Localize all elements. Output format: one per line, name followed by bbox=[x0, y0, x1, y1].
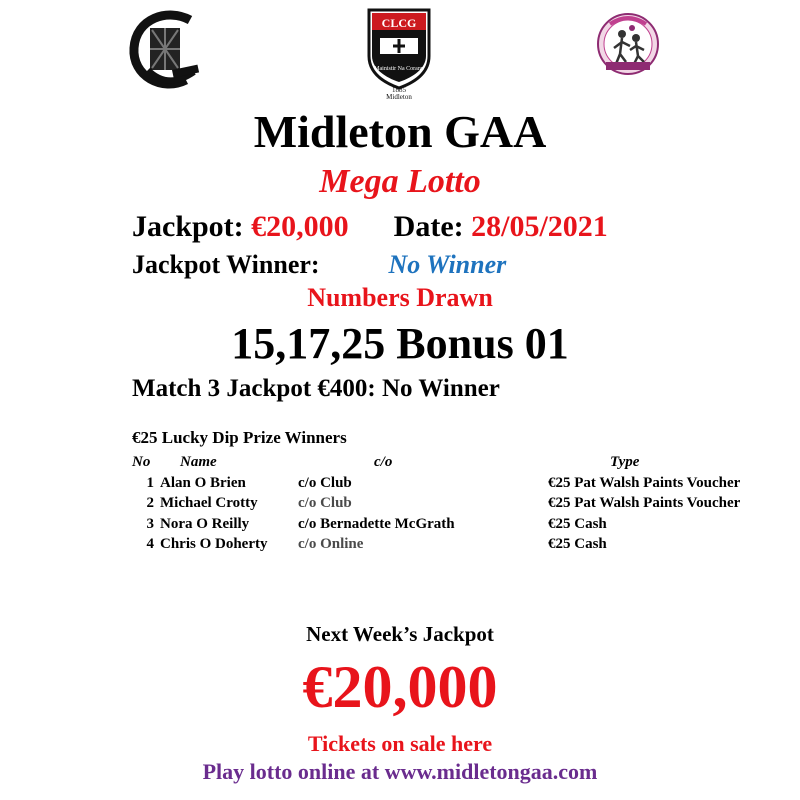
row-name: Chris O Doherty bbox=[160, 536, 268, 552]
row-co: c/o Club bbox=[298, 495, 352, 511]
row-no: 4 bbox=[146, 536, 154, 552]
header-co: c/o bbox=[374, 454, 393, 470]
crest-place: Midleton bbox=[386, 93, 412, 100]
table-row bbox=[132, 473, 790, 494]
online-link[interactable]: Play lotto online at www.midletongaa.com bbox=[202, 759, 598, 784]
tickets-on-sale: Tickets on sale here bbox=[307, 731, 493, 756]
header-no: No bbox=[132, 454, 151, 470]
jackpot-label: Jackpot: bbox=[132, 210, 244, 243]
lotto-subtitle: Mega Lotto bbox=[319, 163, 481, 200]
club-crest bbox=[366, 8, 432, 100]
match3-result: Match 3 Jackpot €400: No Winner bbox=[132, 375, 500, 402]
camogie-logo bbox=[128, 10, 204, 90]
next-week-amount: €20,000 bbox=[302, 654, 498, 720]
numbers-drawn-heading: Numbers Drawn bbox=[307, 283, 493, 312]
row-name: Nora O Reilly bbox=[160, 515, 250, 532]
row-co: c/o Club bbox=[298, 474, 352, 491]
lucky-dip-title: €25 Lucky Dip Prize Winners bbox=[132, 428, 347, 447]
row-type: €25 Cash bbox=[548, 515, 607, 532]
table-row bbox=[132, 493, 790, 514]
row-co: c/o Online bbox=[298, 536, 364, 552]
header-type: Type bbox=[610, 454, 640, 470]
lucky-dip-table bbox=[132, 452, 790, 555]
jackpot-winner-value: No Winner bbox=[388, 250, 507, 279]
crest-top-text: CLCG bbox=[381, 16, 417, 30]
row-type: €25 Pat Walsh Paints Voucher bbox=[548, 474, 741, 491]
date-label: Date: bbox=[393, 210, 464, 243]
jackpot-line bbox=[132, 209, 608, 245]
jackpot-value: €20,000 bbox=[251, 210, 349, 243]
row-no: 2 bbox=[146, 495, 154, 511]
date-value: 28/05/2021 bbox=[471, 210, 608, 243]
row-co: c/o Bernadette McGrath bbox=[298, 515, 455, 532]
row-no: 3 bbox=[146, 515, 154, 532]
jackpot-winner-line bbox=[132, 250, 506, 280]
table-row bbox=[132, 514, 790, 535]
jackpot-winner-label: Jackpot Winner: bbox=[132, 250, 320, 279]
row-no: 1 bbox=[146, 474, 154, 491]
row-name: Alan O Brien bbox=[160, 474, 246, 491]
next-week-label: Next Week’s Jackpot bbox=[306, 622, 494, 646]
row-type: €25 Pat Walsh Paints Voucher bbox=[548, 495, 741, 511]
table-row bbox=[132, 534, 790, 555]
page-title: Midleton GAA bbox=[253, 106, 547, 157]
row-type: €25 Cash bbox=[548, 536, 607, 552]
row-name: Michael Crotty bbox=[160, 495, 258, 511]
numbers-drawn: 15,17,25 Bonus 01 bbox=[231, 319, 569, 368]
crest-year: 1885 bbox=[392, 86, 406, 94]
table-header-row bbox=[132, 452, 790, 473]
ladies-football-logo bbox=[596, 10, 660, 78]
header-name: Name bbox=[180, 454, 217, 470]
crest-arc-text: Mainistir Na Corann bbox=[374, 66, 424, 72]
